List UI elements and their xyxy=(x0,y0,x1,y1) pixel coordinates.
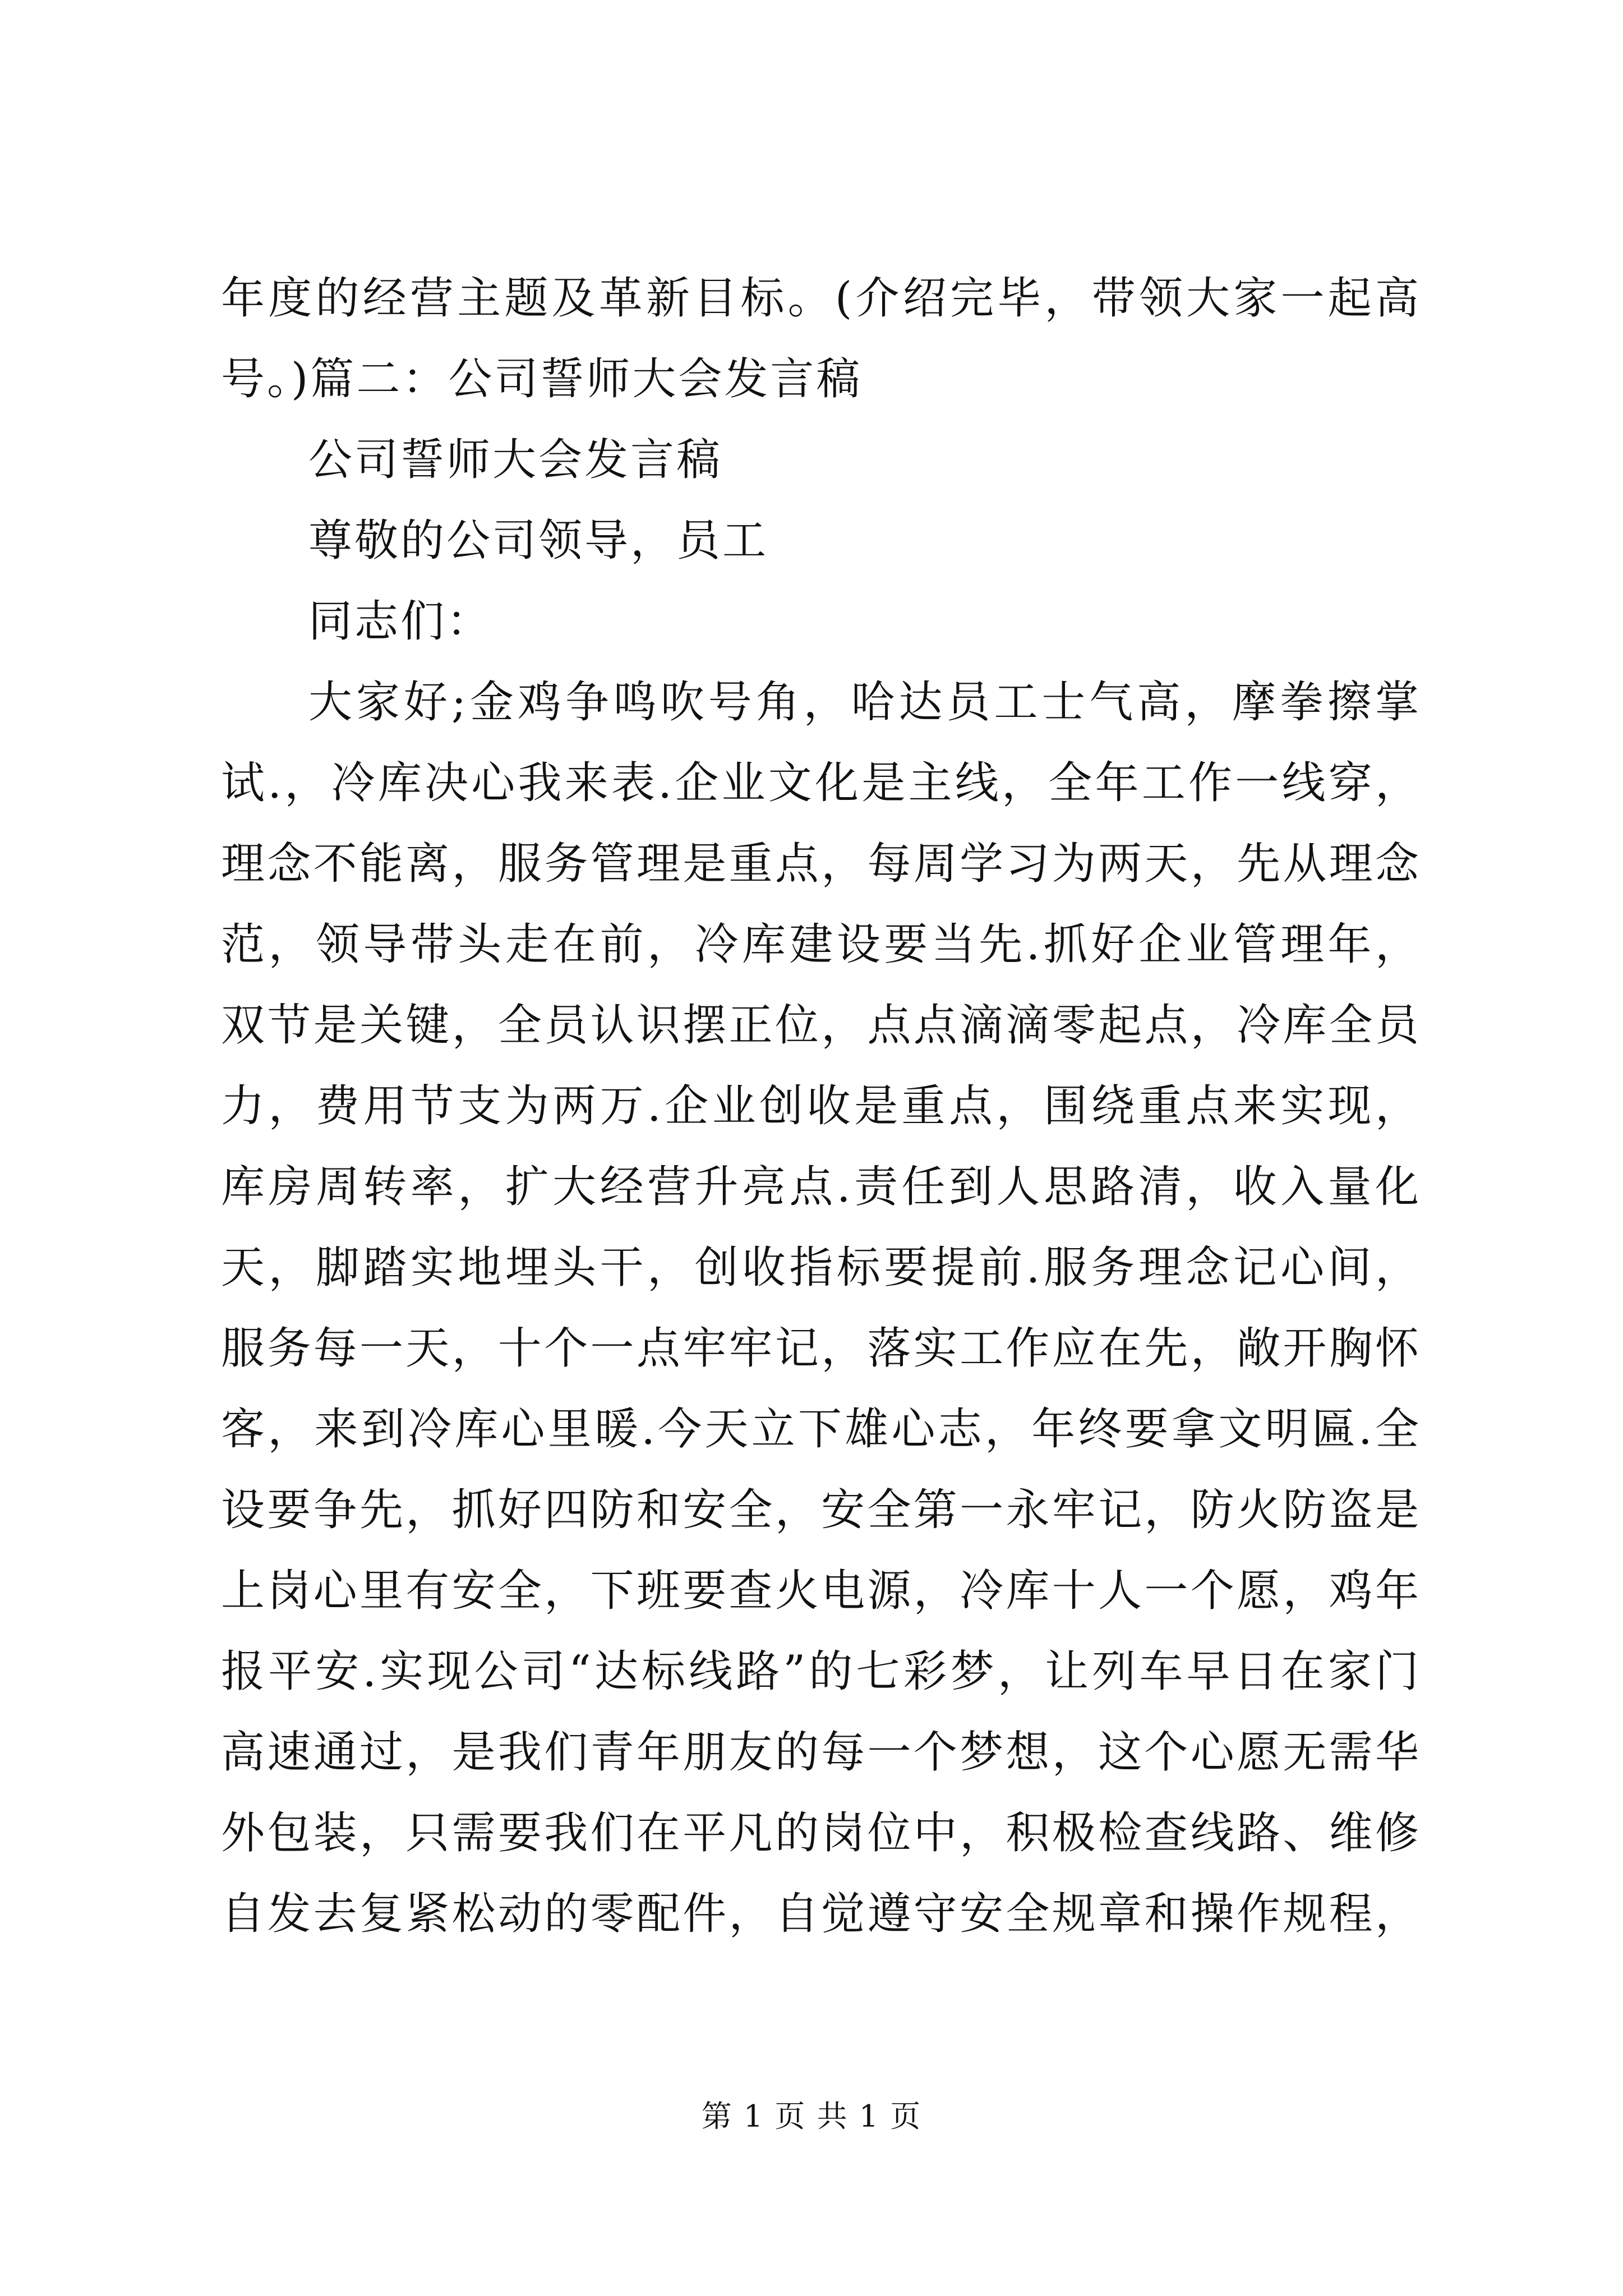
text-line: 高速通过，是我们青年朋友的每一个梦想，这个心愿无需华 xyxy=(221,1727,1421,1778)
text-line: 号。)篇二：公司誓师大会发言稿 xyxy=(221,354,863,404)
text-line: 理念不能离，服务管理是重点，每周学习为两天，先从理念 xyxy=(221,839,1421,889)
text-line: 大家好;金鸡争鸣吹号角，哈达员工士气高，摩拳擦掌 xyxy=(308,677,1421,728)
text-line: 客，来到冷库心里暖.今天立下雄心志，年终要拿文明匾.全 xyxy=(221,1404,1421,1455)
text-line: 力，费用节支为两万.企业创收是重点，围绕重点来实现， xyxy=(221,1081,1421,1131)
salutation: 尊敬的公司领导，员工 xyxy=(308,516,769,566)
page-number: 第 1 页 共 1 页 xyxy=(701,2099,922,2134)
document-body xyxy=(221,258,1421,1954)
text-line: 库房周转率，扩大经营升亮点.责任到人思路清，收入量化 xyxy=(221,1162,1421,1212)
text-line: 试.，冷库决心我来表.企业文化是主线，全年工作一线穿， xyxy=(221,758,1421,808)
text-line: 服务每一天，十个一点牢牢记，落实工作应在先，敞开胸怀 xyxy=(221,1323,1421,1374)
text-line: 设要争先，抓好四防和安全，安全第一永牢记，防火防盗是 xyxy=(221,1485,1421,1535)
text-line: 年度的经营主题及革新目标。(介绍完毕，带领大家一起高 xyxy=(221,273,1421,324)
salutation: 同志们： xyxy=(308,596,493,647)
text-line: 上岗心里有安全，下班要查火电源，冷库十人一个愿，鸡年 xyxy=(221,1566,1421,1616)
text-line: 自发去复紧松动的零配件，自觉遵守安全规章和操作规程， xyxy=(221,1889,1421,1939)
text-line: 报平安.实现公司“达标线路”的七彩梦，让列车早日在家门 xyxy=(221,1646,1421,1697)
text-line: 外包装，只需要我们在平凡的岗位中，积极检查线路、维修 xyxy=(221,1808,1421,1858)
text-line: 范，领导带头走在前，冷库建设要当先.抓好企业管理年， xyxy=(221,919,1421,970)
text-line: 天，脚踏实地埋头干，创收指标要提前.服务理念记心间， xyxy=(221,1243,1421,1293)
text-line: 双节是关键，全员认识摆正位，点点滴滴零起点，冷库全员 xyxy=(221,1000,1421,1051)
section-title: 公司誓师大会发言稿 xyxy=(308,435,723,485)
